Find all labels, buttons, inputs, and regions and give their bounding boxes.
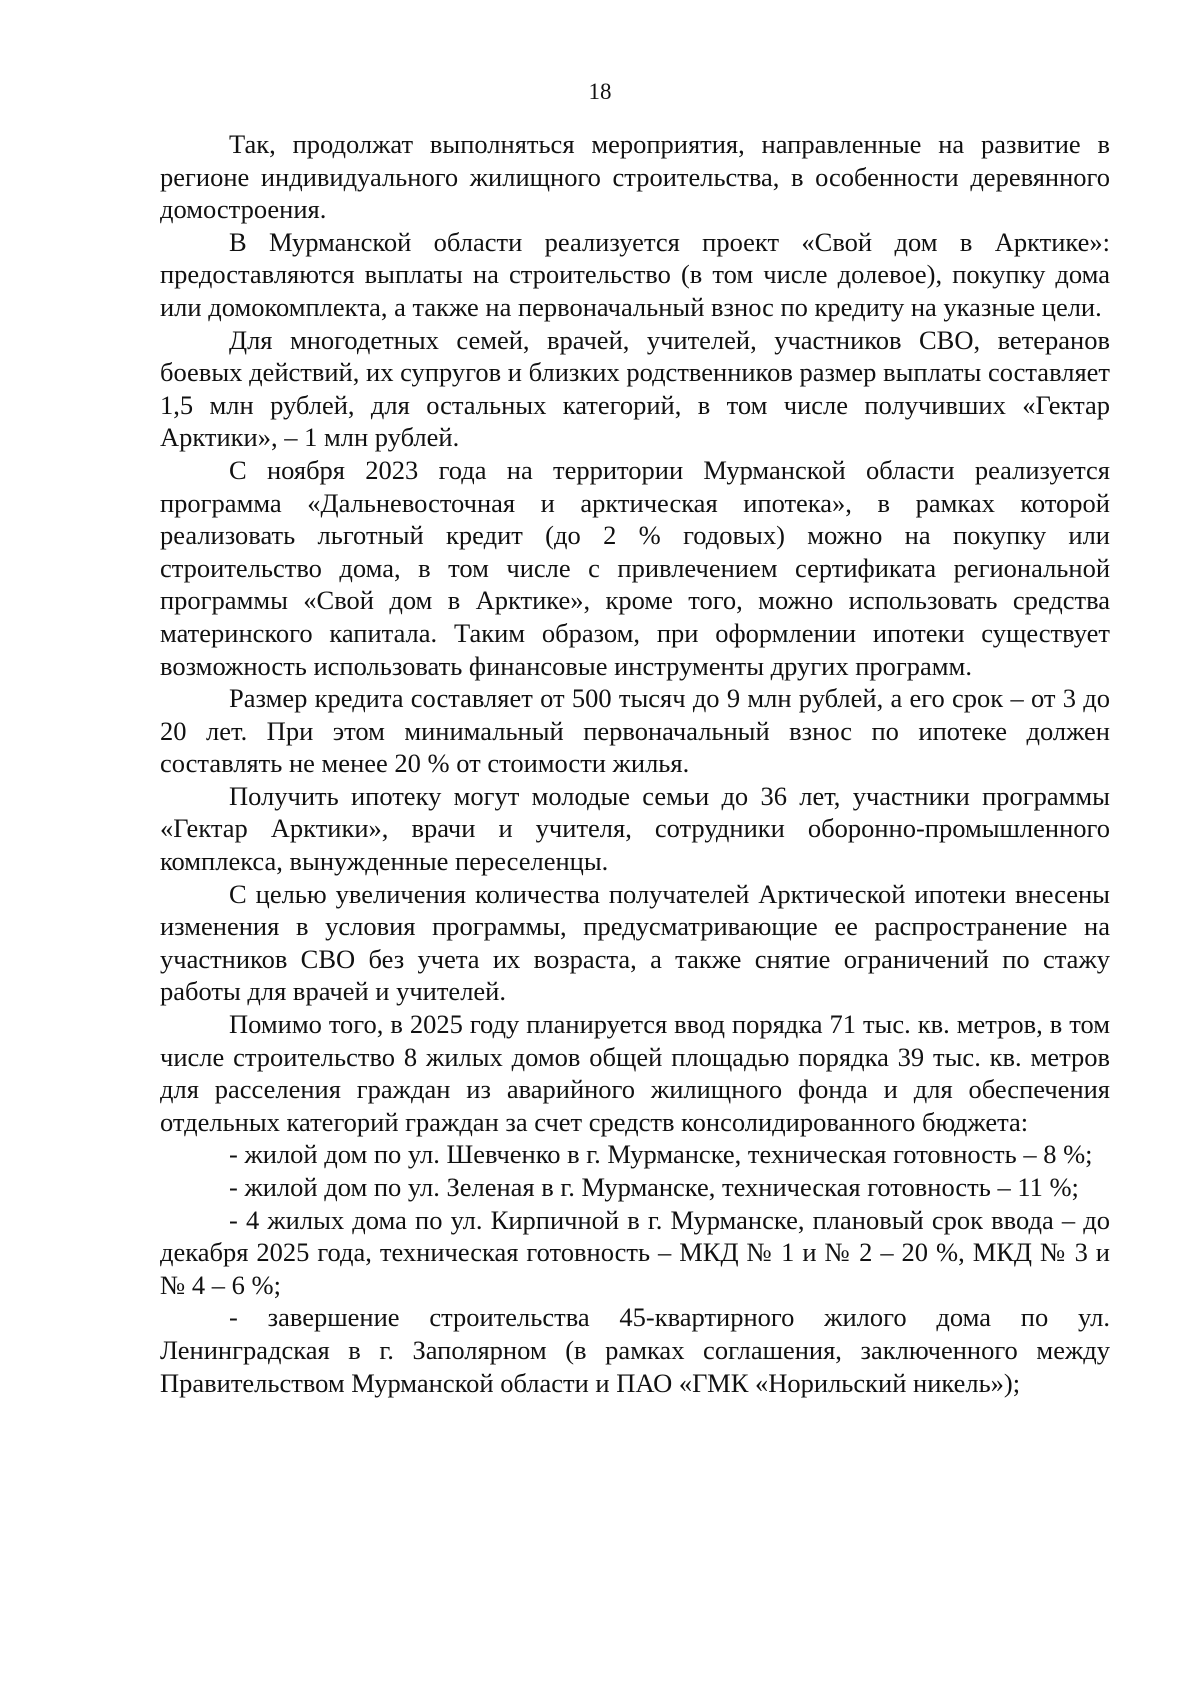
paragraph-housing-commissioning-2025: Помимо того, в 2025 году планируется ввод порядка 71 тыс. кв. метров, в том числе строительство 8 жилых домов общей площадью порядка 39 тыс. кв. метров для расселения граждан из аварийного жилищного фонда и для обеспечения отдельных категорий граждан за счет средств консолидированного бюджета: (160, 1009, 1110, 1137)
paragraph-arctic-mortgage-program: С ноября 2023 года на территории Мурманской области реализуется программа «Дальневосточная и арктическая ипотека», в рамках которой реализовать льготный кредит (до 2 % годовых) можно на покупку или строительство дома, в том числе с привлечением сертификата региональной программы «Свой дом в Арктике», кроме того, можно использовать средства материнского капитала. Таким образом, при оформлении ипотеки существует возможность использовать финансовые инструменты других программ. (160, 454, 1110, 681)
paragraph-own-house-in-arctic: В Мурманской области реализуется проект «Свой дом в Арктике»: предоставляются выплаты на строительство (в том числе долевое), покупку дома или домокомплекта, а также на первоначальный взнос по кредиту на указные цели. (160, 226, 1110, 322)
page-number: 18 (588, 79, 612, 104)
paragraph-payment-amount: Для многодетных семей, врачей, учителей, участников СВО, ветеранов боевых действий, их супругов и близких родственников размер выплаты составляет 1,5 млн рублей, для остальных категорий, в том числе получивших «Гектар Арктики», – 1 млн рублей. (160, 324, 1110, 453)
paragraph-individual-housing: Так, продолжат выполняться мероприятия, направленные на развитие в регионе индивидуального жилищного строительства, в особенности деревянного домостроения. (160, 129, 1110, 225)
paragraph-eligible-borrowers: Получить ипотеку могут молодые семьи до 36 лет, участники программы «Гектар Арктики», врачи и учителя, сотрудники оборонно-промышленного комплекса, вынужденные переселенцы. (160, 780, 1110, 877)
paragraph-loan-size: Размер кредита составляет от 500 тысяч до 9 млн рублей, а его срок – от 3 до 20 лет. При этом минимальный первоначальный взнос по ипотеке должен составлять не менее 20 % от стоимости жилья. (160, 683, 1110, 779)
list-item-zapolyarny-house: - завершение строительства 45-квартирного жилого дома по ул. Ленинградская в г. Заполярном (в рамках соглашения, заключенного между Правительством Мурманской области и ПАО «ГМК «Норильский никель»); (160, 1302, 1110, 1398)
document-body (160, 128, 1110, 1399)
list-item-zelenaya-house: - жилой дом по ул. Зеленая в г. Мурманске, техническая готовность – 11 %; (229, 1172, 1079, 1202)
paragraph-program-changes: С целью увеличения количества получателей Арктической ипотеки внесены изменения в условия программы, предусматривающие ее распространение на участников СВО без учета их возраста, а также снятие ограничений по стажу работы для врачей и учителей. (160, 878, 1110, 1007)
list-item-shevchenko-house: - жилой дом по ул. Шевченко в г. Мурманске, техническая готовность – 8 %; (229, 1139, 1093, 1170)
list-item-kirpichnaya-houses: - 4 жилых дома по ул. Кирпичной в г. Мурманске, плановый срок ввода – до декабря 2025 года, техническая готовность – МКД № 1 и № 2 – 20 %, МКД № 3 и № 4 – 6 %; (160, 1204, 1110, 1300)
